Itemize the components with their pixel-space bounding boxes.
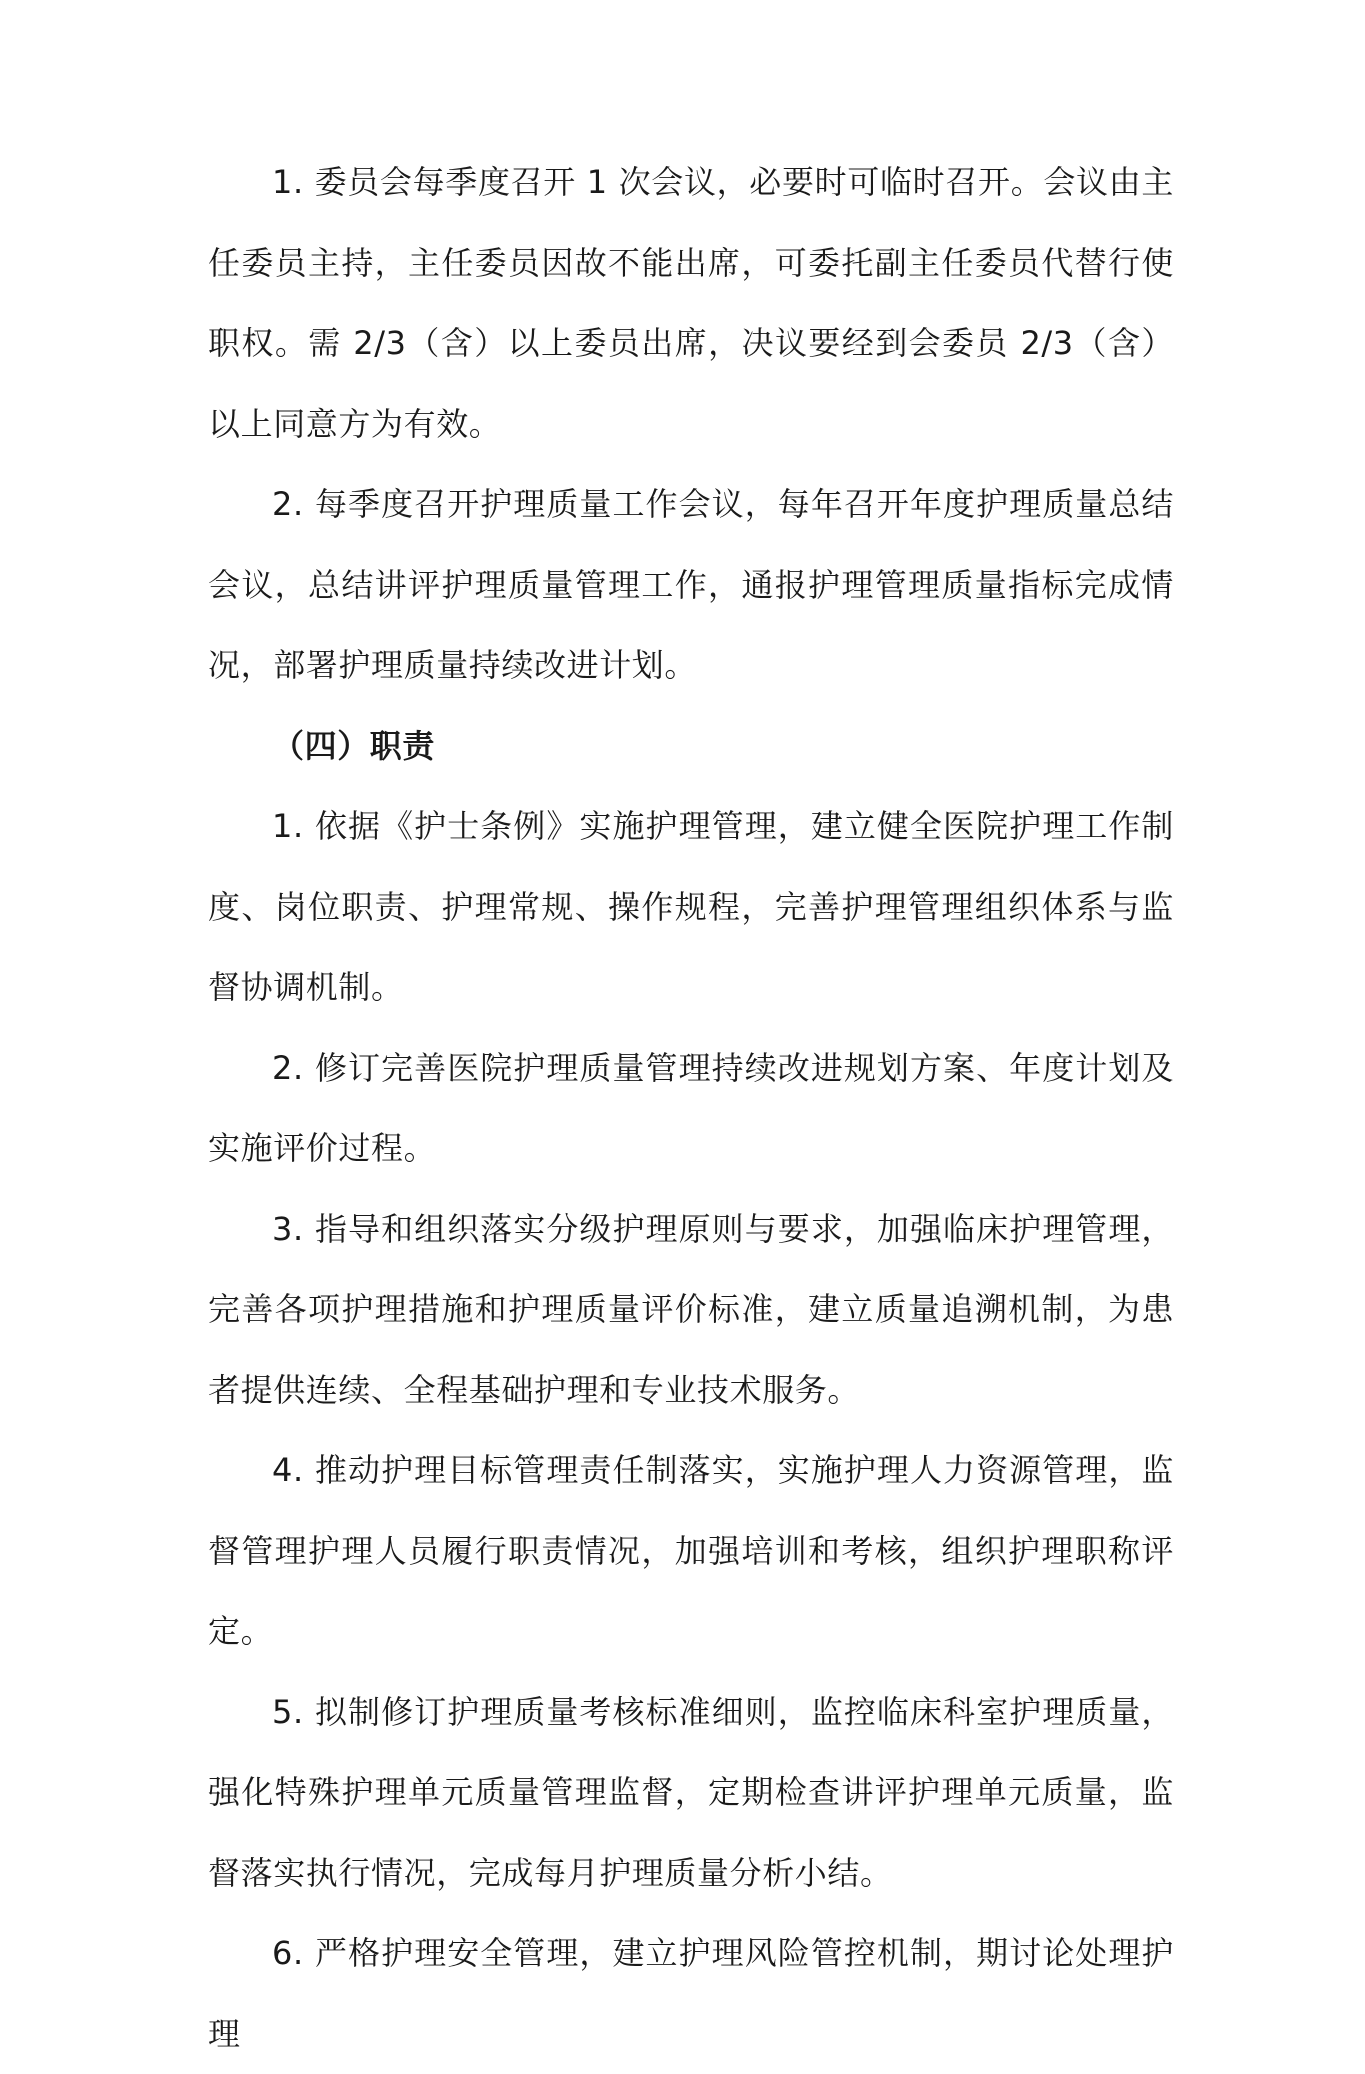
paragraph-quality-meetings: 2. 每季度召开护理质量工作会议，每年召开年度护理质量总结会议，总结讲评护理质量管理工作，通报护理管理质量指标完成情况，部署护理质量持续改进计划。 [208, 485, 1174, 684]
paragraph-duty-4: 4. 推动护理目标管理责任制落实，实施护理人力资源管理，监督管理护理人员履行职责情况，加强培训和考核，组织护理职称评定。 [208, 1451, 1174, 1650]
document-body [208, 142, 1174, 2074]
paragraph-duty-3: 3. 指导和组织落实分级护理原则与要求，加强临床护理管理，完善各项护理措施和护理质量评价标准，建立质量追溯机制，为患者提供连续、全程基础护理和专业技术服务。 [208, 1209, 1174, 1409]
paragraph-meeting-frequency: 1. 委员会每季度召开 1 次会议，必要时可临时召开。会议由主任委员主持，主任委员因故不能出席，可委托副主任委员代替行使职权。需 2/3（含）以上委员出席，决议要经到会委员 2/3（含）以上同意方为有效。 [208, 163, 1174, 443]
section-heading-duties: （四）职责 [272, 726, 436, 765]
paragraph-duty-5: 5. 拟制修订护理质量考核标准细则，监控临床科室护理质量，强化特殊护理单元质量管理监督，定期检查讲评护理单元质量，监督落实执行情况，完成每月护理质量分析小结。 [208, 1692, 1174, 1892]
paragraph-duty-2: 2. 修订完善医院护理质量管理持续改进规划方案、年度计划及实施评价过程。 [208, 1048, 1174, 1167]
paragraph-duty-6: 6. 严格护理安全管理，建立护理风险管控机制，期讨论处理护理 [208, 1934, 1174, 2053]
paragraph-duty-1: 1. 依据《护士条例》实施护理管理，建立健全医院护理工作制度、岗位职责、护理常规、操作规程，完善护理管理组织体系与监督协调机制。 [208, 807, 1174, 1006]
